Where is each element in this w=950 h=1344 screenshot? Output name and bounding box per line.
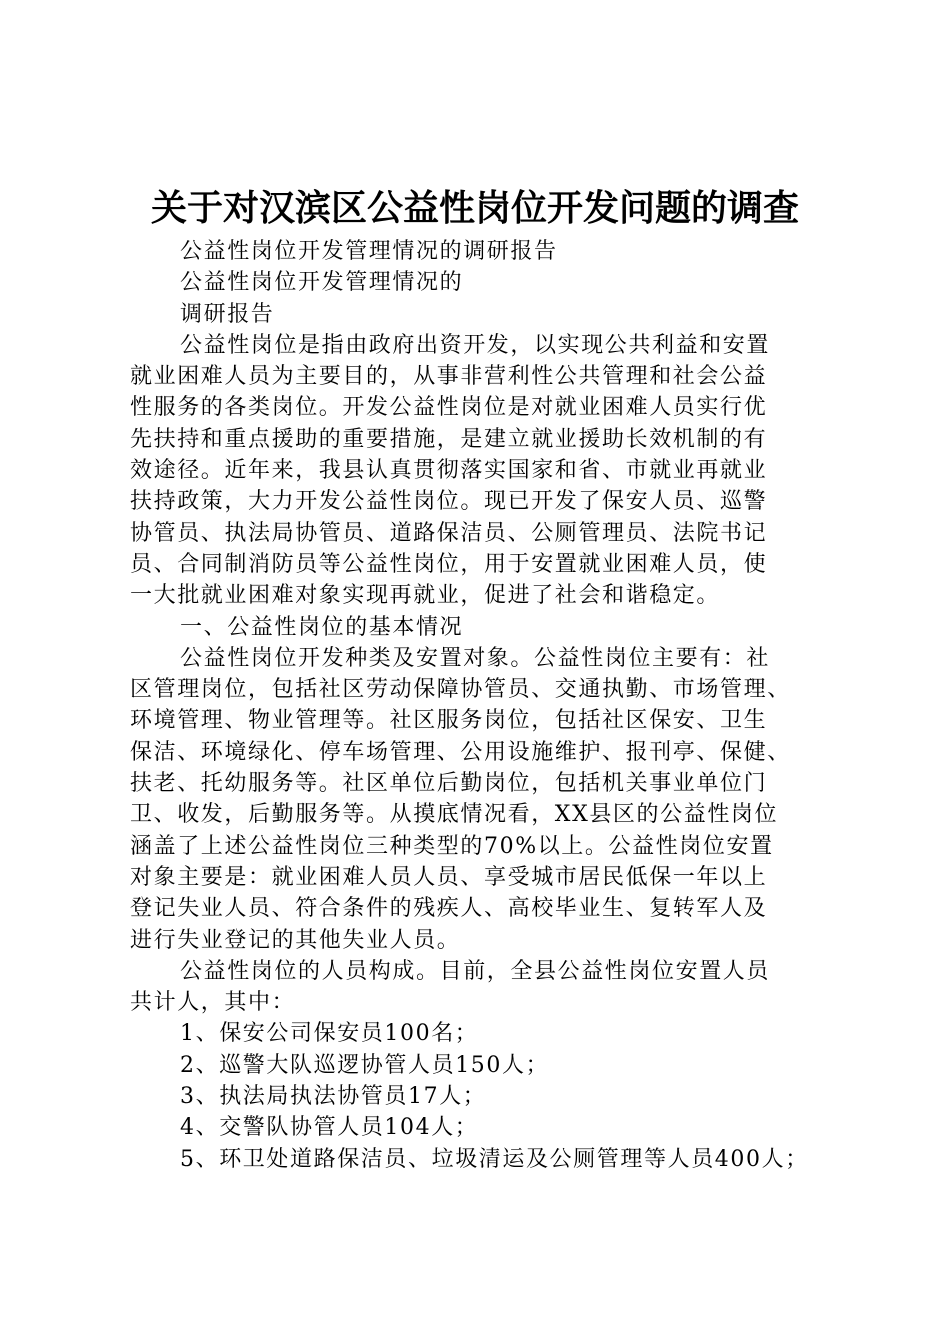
paragraph-line: 保洁、环境绿化、停车场管理、公用设施维护、报刊亭、保健、 — [130, 739, 791, 765]
paragraph-line: 对象主要是：就业困难人员人员、享受城市居民低保一年以上 — [130, 864, 768, 890]
paragraph-line: 调研报告 — [180, 301, 275, 327]
paragraph-line: 5、环卫处道路保洁员、垃圾清运及公厕管理等人员400人； — [180, 1146, 809, 1172]
paragraph-line: 公益性岗位是指由政府出资开发，以实现公共利益和安置 — [180, 332, 771, 358]
paragraph-line: 先扶持和重点援助的重要措施，是建立就业援助长效机制的有 — [130, 426, 768, 452]
paragraph-line: 2、巡警大队巡逻协管人员150人； — [180, 1052, 550, 1078]
paragraph-line: 员、合同制消防员等公益性岗位，用于安置就业困难人员，使 — [130, 551, 768, 577]
paragraph-line: 扶持政策，大力开发公益性岗位。现已开发了保安人员、巡警 — [130, 489, 768, 515]
paragraph-line: 协管员、执法局协管员、道路保洁员、公厕管理员、法院书记 — [130, 520, 768, 546]
paragraph-line: 公益性岗位的人员构成。目前，全县公益性岗位安置人员 — [180, 958, 771, 984]
paragraph-line: 4、交警队协管人员104人； — [180, 1115, 479, 1141]
paragraph-line: 一大批就业困难对象实现再就业，促进了社会和谐稳定。 — [130, 583, 721, 609]
paragraph-line: 扶老、托幼服务等。社区单位后勤岗位，包括机关事业单位门 — [130, 771, 768, 797]
paragraph-line: 涵盖了上述公益性岗位三种类型的70%以上。公益性岗位安置 — [130, 833, 774, 859]
paragraph-line: 一、公益性岗位的基本情况 — [180, 614, 464, 640]
paragraph-line: 公益性岗位开发管理情况的调研报告 — [180, 239, 558, 264]
paragraph-line: 公益性岗位开发种类及安置对象。公益性岗位主要有：社 — [180, 645, 771, 671]
paragraph-line: 就业困难人员为主要目的，从事非营利性公共管理和社会公益 — [130, 364, 768, 390]
document-title: 关于对汉滨区公益性岗位开发问题的调查 — [150, 188, 799, 229]
paragraph-line: 卫、收发，后勤服务等。从摸底情况看，XX县区的公益性岗位 — [130, 802, 779, 828]
paragraph-line: 公益性岗位开发管理情况的 — [180, 270, 464, 296]
paragraph-line: 1、保安公司保安员100名； — [180, 1021, 479, 1047]
document-body — [130, 236, 840, 1175]
paragraph-line: 进行失业登记的其他失业人员。 — [130, 927, 461, 953]
paragraph-line: 3、执法局执法协管员17人； — [180, 1084, 487, 1110]
paragraph-line: 环境管理、物业管理等。社区服务岗位，包括社区保安、卫生 — [130, 708, 768, 734]
paragraph-line: 区管理岗位，包括社区劳动保障协管员、交通执勤、市场管理、 — [130, 677, 791, 703]
paragraph-line: 效途径。近年来，我县认真贯彻落实国家和省、市就业再就业 — [130, 458, 768, 484]
paragraph-line: 共计人，其中： — [130, 990, 296, 1016]
paragraph-line: 登记失业人员、符合条件的残疾人、高校毕业生、复转军人及 — [130, 896, 768, 922]
paragraph-line: 性服务的各类岗位。开发公益性岗位是对就业困难人员实行优 — [130, 395, 768, 421]
